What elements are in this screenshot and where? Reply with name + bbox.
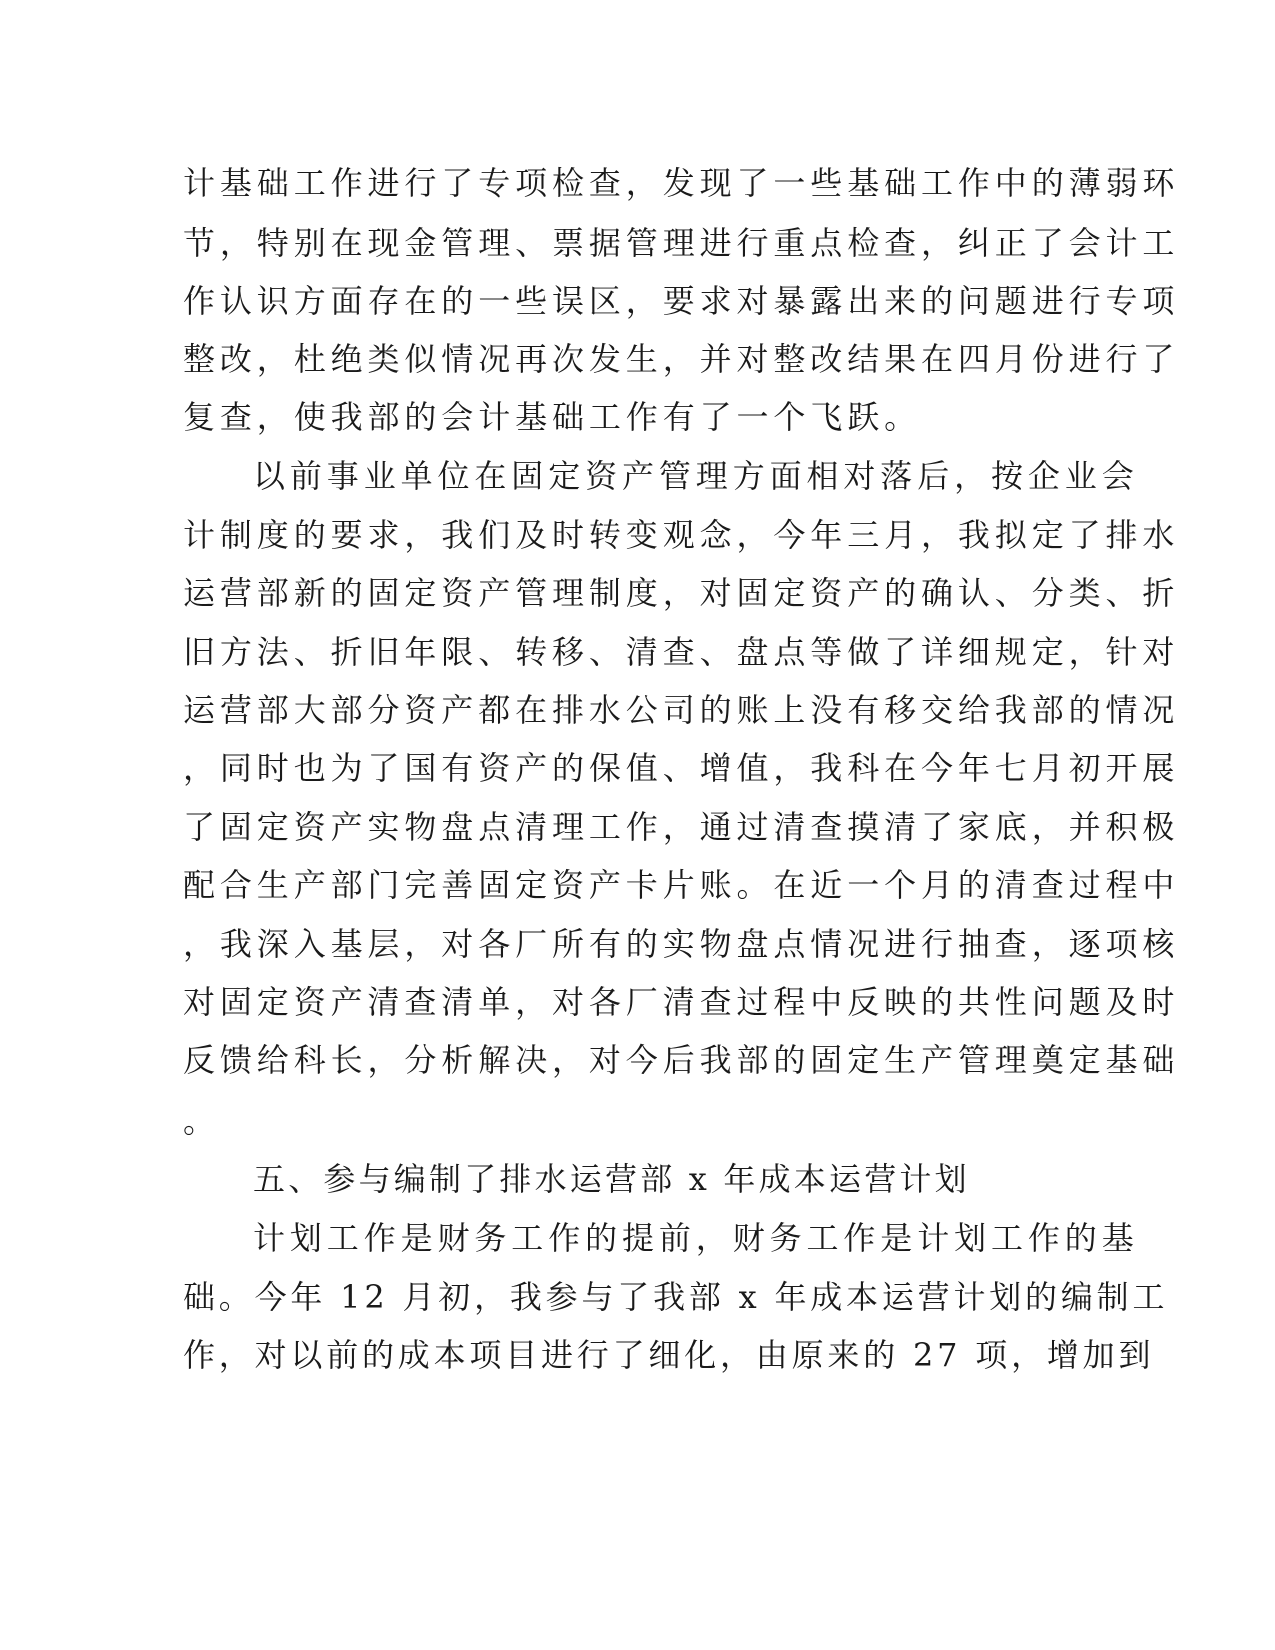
text-line-12: 了固定资产实物盘点清理工作，通过清查摸清了家底，并积极: [183, 808, 1180, 846]
text-line-11: ，同时也为了国有资产的保值、增值，我科在今年七月初开展: [183, 749, 1180, 787]
text-line-13: 配合生产部门完善固定资产卡片账。在近一个月的清查过程中: [183, 866, 1180, 904]
text-line-2: 节，特别在现金管理、票据管理进行重点检查，纠正了会计工: [183, 224, 1180, 262]
text-line-10: 运营部大部分资产都在排水公司的账上没有移交给我部的情况: [183, 691, 1180, 729]
section-heading: 五、参与编制了排水运营部 x 年成本运营计划: [253, 1160, 970, 1198]
text-line-16: 反馈给科长，分析解决，对今后我部的固定生产管理奠定基础: [183, 1041, 1180, 1079]
text-line-20: 础。今年 12 月初，我参与了我部 x 年成本运营计划的编制工: [183, 1278, 1169, 1316]
text-line-15: 对固定资产清查清单，对各厂清查过程中反映的共性问题及时: [183, 983, 1180, 1021]
text-line-5: 复查，使我部的会计基础工作有了一个飞跃。: [183, 398, 922, 436]
text-line-3: 作认识方面存在的一些误区，要求对暴露出来的问题进行专项: [183, 282, 1180, 320]
text-line-1: 计基础工作进行了专项检查，发现了一些基础工作中的薄弱环: [183, 164, 1180, 202]
text-line-19: 计划工作是财务工作的提前，财务工作是计划工作的基: [253, 1219, 1139, 1257]
text-line-6: 以前事业单位在固定资产管理方面相对落后，按企业会: [253, 457, 1139, 495]
text-line-8: 运营部新的固定资产管理制度，对固定资产的确认、分类、折: [183, 574, 1180, 612]
text-line-14: ，我深入基层，对各厂所有的实物盘点情况进行抽查，逐项核: [183, 925, 1180, 963]
text-line-17: 。: [183, 1102, 220, 1140]
text-line-4: 整改，杜绝类似情况再次发生，并对整改结果在四月份进行了: [183, 340, 1180, 378]
text-line-7: 计制度的要求，我们及时转变观念，今年三月，我拟定了排水: [183, 516, 1180, 554]
text-line-9: 旧方法、折旧年限、转移、清查、盘点等做了详细规定，针对: [183, 633, 1180, 671]
text-line-21: 作，对以前的成本项目进行了细化，由原来的 27 项，增加到: [183, 1336, 1155, 1374]
